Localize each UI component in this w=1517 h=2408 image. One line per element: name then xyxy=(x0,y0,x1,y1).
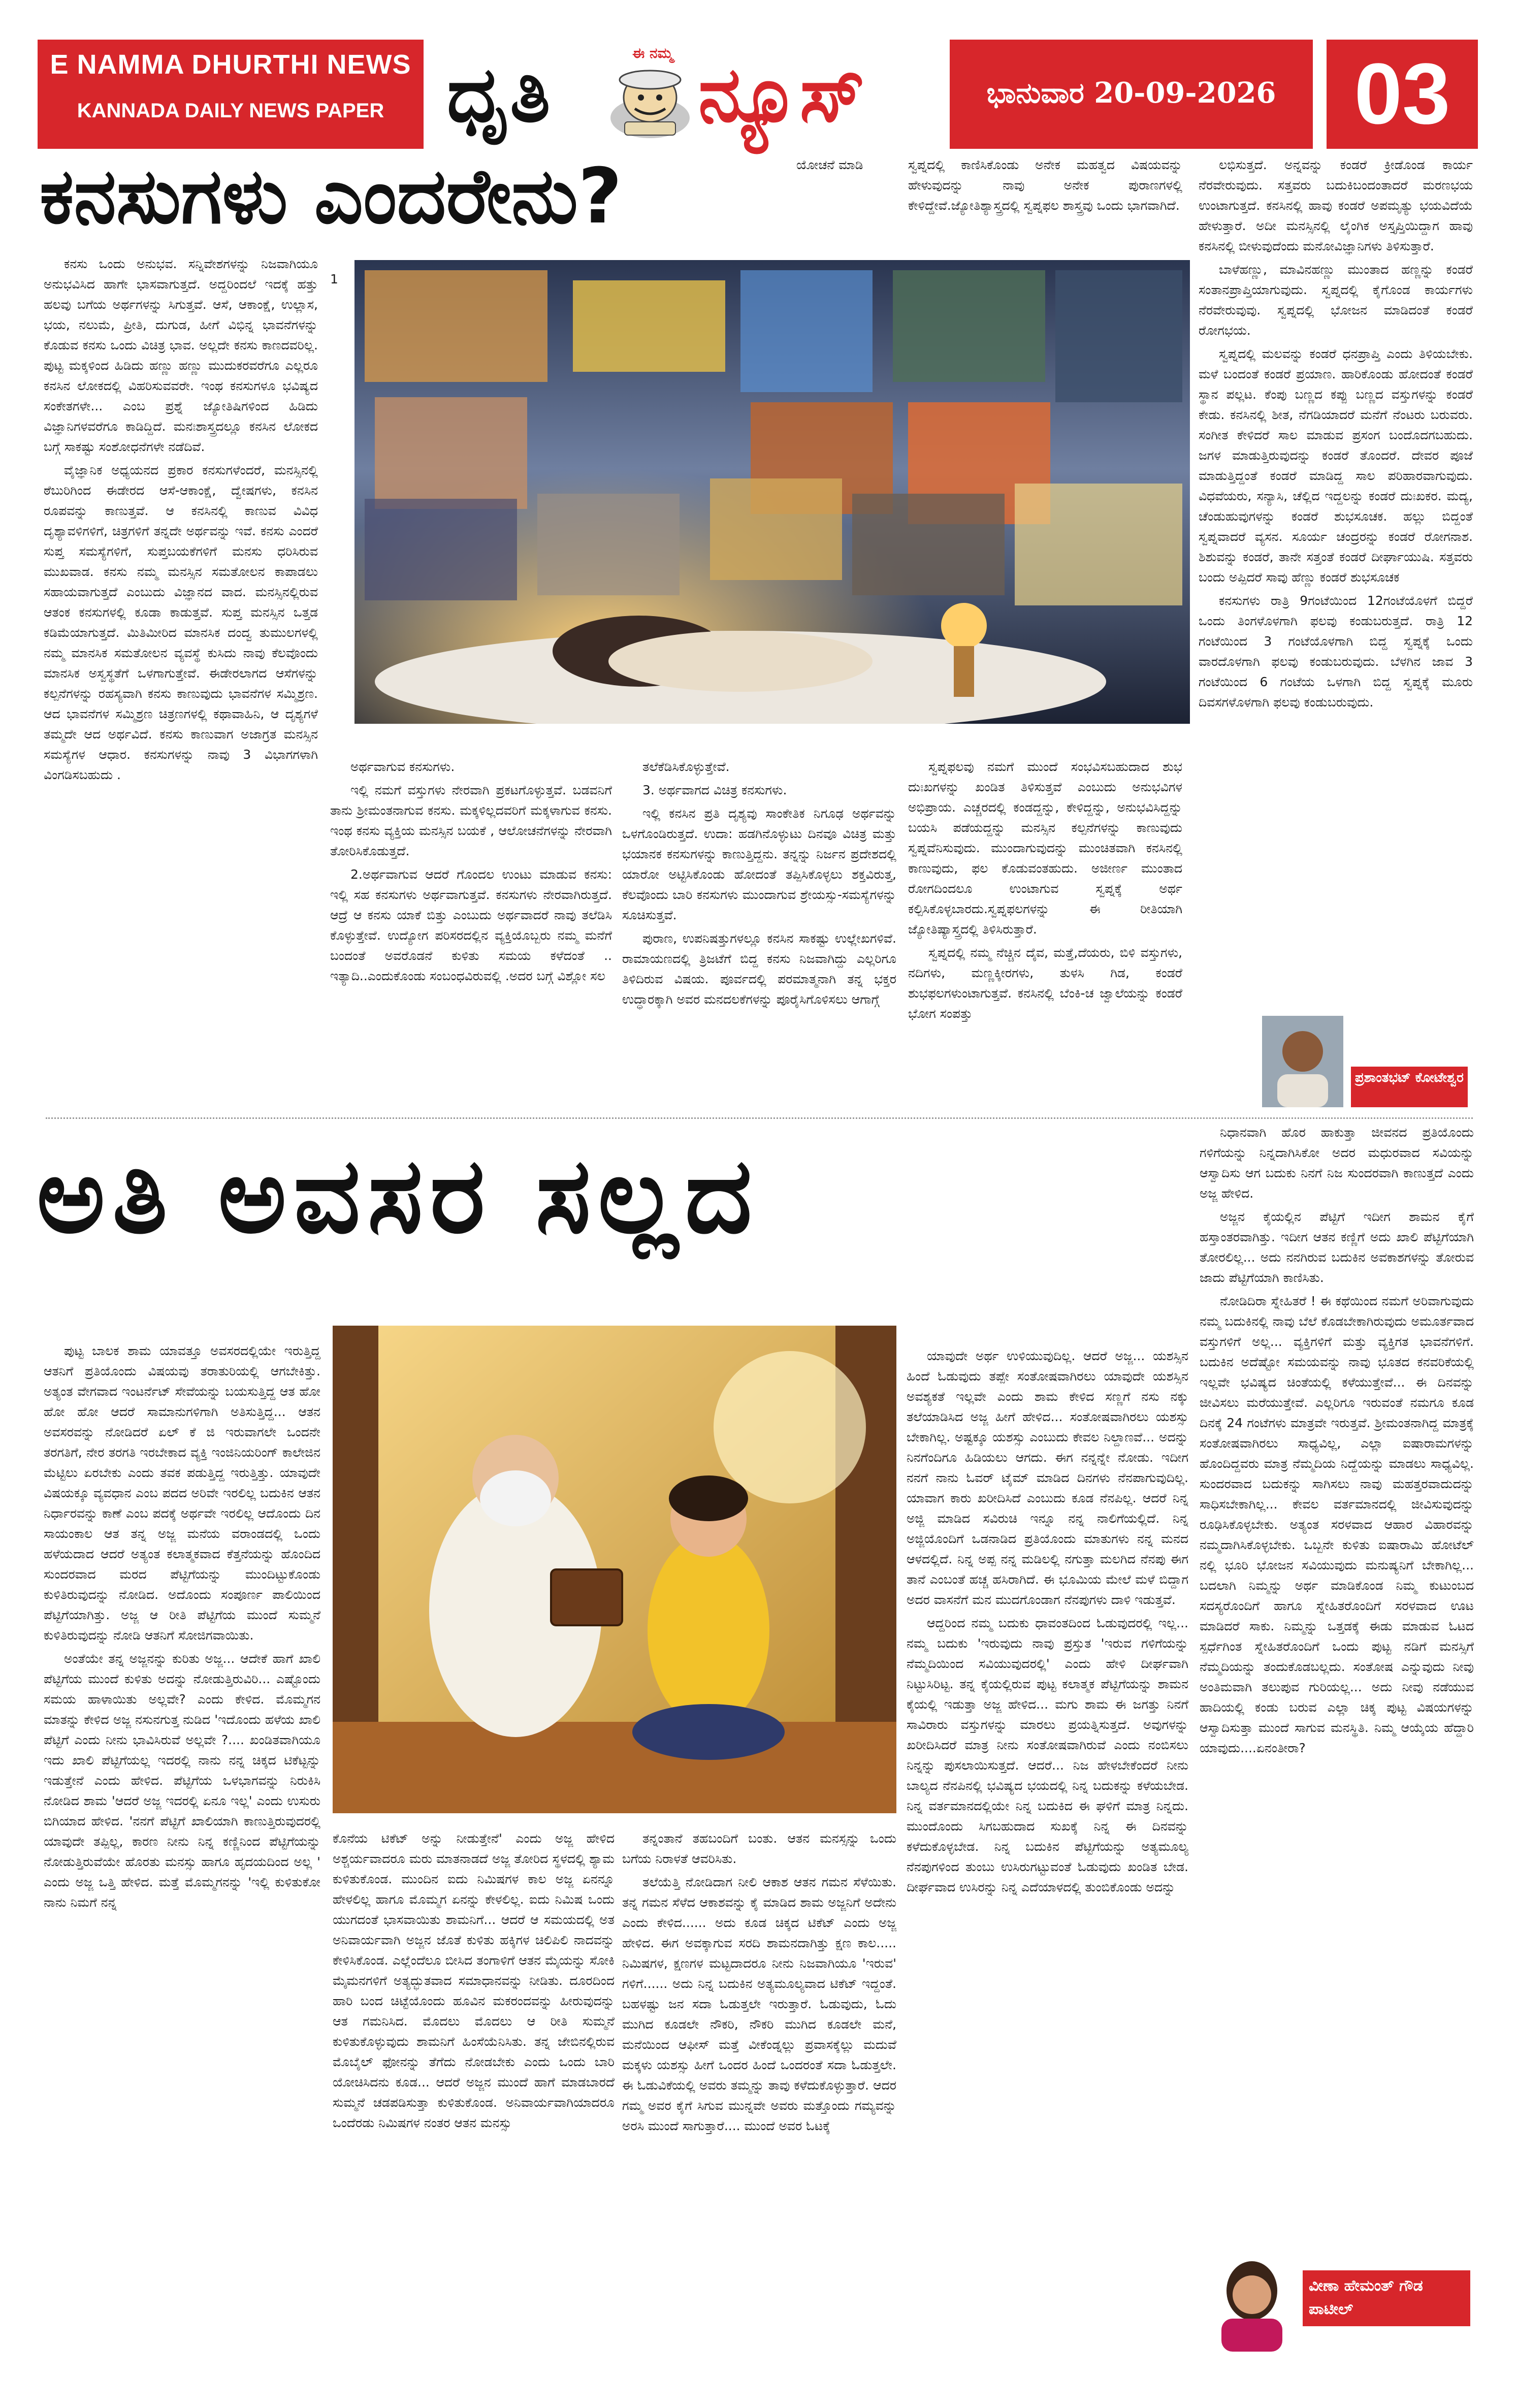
masthead-brand-box xyxy=(38,40,424,149)
page-number: 03 xyxy=(1354,46,1450,142)
article2-column-3 xyxy=(622,1828,896,2377)
paragraph: ಇಲ್ಲಿ ನಮಗೆ ವಸ್ತುಗಳು ನೇರವಾಗಿ ಪ್ರಕಟಗೊಳ್ಳುತ್ತವೆ. ಬಡವನಿಗೆ ತಾನು ಶ್ರೀಮಂತನಾಗುವ ಕನಸು. ಮಕ್ಕಳಿಲ್ಲದವರಿಗೆ ಮಕ್ಕಳಾಗುವ ಕನಸು. ಇಂಥ ಕನಸು ವ್ಯಕ್ತಿಯ ಮನಸ್ಸಿನ ಬಯಕೆ , ಆಲೋಚನೆಗಳನ್ನು ನೇರವಾಗಿ ತೋರಿಸಿಕೊಡುತ್ತದೆ. xyxy=(330,783,612,858)
masthead-brand-name: E NAMMA DHURTHI NEWS xyxy=(50,49,411,80)
article1-image-caption: 1 xyxy=(330,272,338,286)
article1-title: ಕನಸುಗಳು ಎಂದರೇನು? xyxy=(40,152,623,241)
article1-top-fragment: ಯೋಚನೆ ಮಾಡಿ xyxy=(796,157,863,172)
article1-column-4-top: ಸ್ವಪ್ನದಲ್ಲಿ ಕಾಣಿಸಿಕೊಂಡು ಅನೇಕ ಮಹತ್ವದ ವಿಷಯವನ್ನು ಹೇಳುವುದನ್ನು ನಾವು ಅನೇಕ ಪುರಾಣಗಳಲ್ಲಿ ಕೇಳಿದ್ದೇವೆ.ಜ್ಯೋತಿಶ್ಯಾಸ್ತ್ರದಲ್ಲಿ ಸ್ವಪ್ನಫಲ ಶಾಸ್ತ್ರವು ಒಂದು ಭಾಗವಾಗಿದೆ. xyxy=(908,157,1182,213)
article2-column-1 xyxy=(44,1341,320,2377)
paragraph: ಅಜ್ಜನ ಕೈಯಲ್ಲಿನ ಪೆಟ್ಟಿಗೆ ಇದೀಗ ಶಾಮನ ಕೈಗೆ ಹಸ್ತಾಂತರವಾಗಿತ್ತು. ಇದೀಗ ಆತನ ಕಣ್ಣಿಗೆ ಅದು ಖಾಲಿ ಪೆಟ್ಟಿಗೆಯಾಗಿ ತೋರಲಿಲ್ಲ... ಅದು ನನಗಿರುವ ಬದುಕಿನ ಅವಕಾಶಗಳನ್ನು ತೋರುವ ಜಾದು ಪೆಟ್ಟಿಗೆಯಾಗಿ ಕಾಣಿಸಿತು. xyxy=(1200,1209,1474,1285)
article1-column-2 xyxy=(330,757,612,1102)
paragraph: ಪುರಾಣ, ಉಪನಿಷತ್ತುಗಳಲ್ಲೂ ಕನಸಿನ ಸಾಕಷ್ಟು ಉಲ್ಲೇಖಗಳಿವೆ. ರಾಮಾಯಣದಲ್ಲಿ ತ್ರಿಜಟೆಗೆ ಬಿದ್ದ ಕನಸು ನಿಜವಾಗಿದ್ದು ಎಲ್ಲರಿಗೂ ತಿಳಿದಿರುವ ವಿಷಯ. ಪೂರ್ವದಲ್ಲಿ ಪರಮಾತ್ಮನಾಗಿ ತನ್ನ ಭಕ್ತರ ಉದ್ಧಾರಕ್ಕಾಗಿ ಅವರ ಮನದಲಕೆಗಳನ್ನು ಪೂರೈಸಿಗೊಳಿಸಲು ಆಗಾಗ್ಗೆ xyxy=(622,931,896,1007)
paragraph: ವೈಜ್ಞಾನಿಕ ಅಧ್ಯಯನದ ಪ್ರಕಾರ ಕನಸುಗಳೆಂದರೆ, ಮನಸ್ಸಿನಲ್ಲಿ ಠೆಬುರಿಗಿಂದ ಈಡೇರದ ಆಸೆ-ಆಕಾಂಕ್ಷೆ, ದ್ವೇಷಗಳು, ಕನಸಿನ ರೂಪವನ್ನು ಕಾಣುತ್ತವೆ. ಆ ಕನಸಿನಲ್ಲಿ ಕಾಣುವ ವಿವಿಧ ದೃಶ್ಯಾವಳಿಗಳಿಗೆ, ಚಿತ್ರಗಳಿಗೆ ತನ್ನದೇ ಅರ್ಥವನ್ನು ಇವೆ. ಕನಸು ಎಂದರೆ ಸುಪ್ತ ಸಮಸ್ಯೆಗಳಿಗೆ, ಸುಪ್ತಬಯಕೆಗಳಿಗೆ ಮನಸು ಧರಿಸಿರುವ ಮುಖವಾಡ. ಕನಸು ನಮ್ಮ ಮನಸ್ಸಿನ ಸಮತೋಲನ ಕಾಪಾಡಲು ಸಹಾಯವಾಗುತ್ತದೆ ಎಂಬುದು ವಿಜ್ಞಾನದ ವಾದ. ಮನಸ್ಸಿನಲ್ಲಿರುವ ಆತಂಕ ಕನಸುಗಳಲ್ಲಿ ಕೂಡಾ ಕಾಡುತ್ತವೆ. ಸುಪ್ತ ಮನಸ್ಸಿನ ಒತ್ತಡ ಕಡಿಮೆಯಾಗುತ್ತದೆ. ಮಿತಿಮೀರಿದ ಮಾನಸಿಕ ದಂದ್ವ ತುಮುಲಗಳಲ್ಲಿ ನಮ್ಮ ಮಾನಸಿಕ ಸಮತೋಲನ ವ್ಯವಸ್ಥೆ ಕುಸಿದು ನಾವು ಕೆಲವೊಂದು ಮಾನಸಿಕ ಅಸ್ವಸ್ಥತೆಗೆ ಒಳಗಾಗುತ್ತೇವೆ. ಈಡೇರಲಾಗದ ಆಸೆಗಳನ್ನು ಕಲ್ಪನೆಗಳನ್ನು ರಹಸ್ಯವಾಗಿ ಕನಸು ಕಾಣುವುದು ಭಾವನೆಗಳ ಸಮ್ಮಿಶ್ರಣ. ಆದ ಭಾವನೆಗಳ ಸಮ್ಮಿಶ್ರಣ ಚಿತ್ರಣಗಳಲ್ಲಿ ಕಥಾವಾಹಿನಿ, ಆ ದೃಶ್ಯಗಳೆ ತಮ್ಮದೇ ಆದ ಅರ್ಥವಿದೆ. ಕನಸು ಕಾಣುವಾಗ ಅಜಾಗ್ರತ ಮನಸ್ಸಿನ ಸಮಸ್ಯೆಗಳ ಆಧಾರ. ಕನಸುಗಳನ್ನು ನಾವು 3 ವಿಭಾಗಗಳಾಗಿ ವಿಂಗಡಿಸಬಹುದು . xyxy=(44,463,318,782)
masthead-date-box xyxy=(950,40,1313,149)
paragraph: ತಲೆಕೆಡಿಸಿಕೊಳ್ಳುತ್ತೇವೆ. xyxy=(642,759,730,774)
article1-column-1 xyxy=(44,254,318,1102)
paragraph: ಸ್ವಪ್ನದಲ್ಲಿ ಮಲವನ್ನು ಕಂಡರೆ ಧನಪ್ರಾಪ್ತಿ ಎಂದು ತಿಳಿಯಬೇಕು. ಮಳೆ ಬಂದಂತೆ ಕಂಡರೆ ಪ್ರಯಾಣ. ಹಾರಿಕೊಂಡು ಹೋದಂತೆ ಕಂಡರೆ ಸ್ಥಾನ ಪಲ್ಲಟ. ಕೆಂಪು ಬಣ್ಣದ ಕಪ್ಪು ಬಣ್ಣದ ವಸ್ತುಗಳನ್ನು ಕಂಡರೆ ಕೇಡು. ಕನಸಿನಲ್ಲಿ ಶೀತ, ನೆಗಡಿಯಾದರೆ ಮನೆಗೆ ನೆಂಟರು ಬರುವರು. ಸಂಗೀತ ಕೇಳಿದರೆ ಸಾಲ ಮಾಡುವ ಪ್ರಸಂಗ ಬಂದೊದಗಬಹುದು. ಜಗಳ ಮಾಡುತ್ತಿರುವುದನ್ನು ಕಂಡರೆ ತೊಂದರೆ. ದೇವರ ಪೂಜೆ ಮಾಡುತ್ತಿದ್ದಂತೆ ಕಂಡರೆ ಮಾಡಿದ್ದ ಸಾಲ ಪರಿಹಾರವಾಗುವುದು. ವಿಧವೆಯರು, ಸನ್ಯಾಸಿ, ಚೆಲ್ಲಿದ ಇದ್ದಲನ್ನು ಕಂಡರೆ ದುಃಖಕರ. ಮದ್ಯ, ಚೆಂಡುಹುವುಗಳನ್ನು ಕಂಡರೆ ಶುಭಸೂಚಕ. ಹಲ್ಲು ಬಿದ್ದಂತೆ ಸ್ವಪ್ನವಾದರೆ ವ್ಯಸನ. ಸೂರ್ಯ ಚಂದ್ರರನ್ನು ಕಂಡರೆ ರೋಗನಾಶ. ಶಿಶುವನ್ನು ಕಂಡರೆ, ತಾನೇ ಸತ್ತಂತೆ ಕಂಡರೆ ದೀರ್ಘಾಯುಷಿ. ಸತ್ತವರು ಬಂದು ಅಪ್ಪಿದರೆ ಸಾವು ಹೆಣ್ಣು ಕಂಡರೆ ಶುಭಸೂಚಕ xyxy=(1199,346,1473,585)
grandfather-child-scene-icon xyxy=(333,1326,896,1813)
article1-column-5 xyxy=(1199,155,1473,1018)
masthead-day-date: ಭಾನುವಾರ 20-09-2026 xyxy=(986,76,1276,110)
author-avatar-icon xyxy=(1262,1016,1343,1107)
article2-author-photo xyxy=(1209,2255,1295,2352)
paragraph: ಲಭಿಸುತ್ತದೆ. ಅನ್ನವನ್ನು ಕಂಡರೆ ಕ್ರೀಡೊಂಡ ಕಾರ್ಯ ನೆರವೇರುವುದು. ಸತ್ತವರು ಬದುಕಿಬಂದಂತಾದರೆ ಮರಣಭಯ ಉಂಟಾಗುತ್ತದೆ. ಕನಸಿನಲ್ಲಿ ಹಾವು ಕಂಡರೆ ಅಪಮೃತ್ಯು ಭಯವಿದೆಯೆ ಹೇಳುತ್ತಾರೆ. ಅದೀ ಮನಸ್ಸಿನಲ್ಲಿ ಲೈಂಗಿಕ ಅಸ್ತೃಪ್ತಿಯಿದ್ದಾಗ ಹಾವು ಕನಸಿನಲ್ಲಿ ಬೀಳುವುದೆಂದು ಮನೋವಿಜ್ಞಾನಿಗಳು ತಿಳಿಸುತ್ತಾರೆ. xyxy=(1199,157,1473,253)
article2-column-5 xyxy=(1200,1122,1474,2265)
article1-author-name: ಪ್ರಶಾಂತಭಟ್ ಕೋಟೇಶ್ವರ xyxy=(1351,1067,1468,1107)
paragraph: ಅರ್ಥವಾಗುವ ಕನಸುಗಳು. xyxy=(350,759,455,774)
paragraph: ಬಾಳೆಹಣ್ಣು, ಮಾವಿನಹಣ್ಣು ಮುಂತಾದ ಹಣ್ಣನ್ನು ಕಂಡರೆ ಸಂತಾನಪ್ರಾಪ್ತಿಯಾಗುವುದು. ಸ್ವಪ್ನದಲ್ಲಿ ಕೈಗೊಂಡ ಕಾರ್ಯಗಳು ನೆರವೇರುವುವು. ಸ್ವಪ್ನದಲ್ಲಿ ಭೋಜನ ಮಾಡಿದಂತೆ ಕಂಡರೆ ರೋಗಭಯ. xyxy=(1199,262,1473,338)
masthead-page-number-box xyxy=(1327,40,1478,149)
paragraph: ಕನಸುಗಳು ರಾತ್ರಿ 9ಗಂಟೆಯಿಂದ 12ಗಂಟೆಯೊಳಗೆ ಬಿದ್ದರೆ ಒಂದು ತಿಂಗಳೊಳಗಾಗಿ ಫಲವು ಕಂಡುಬರುತ್ತದೆ. ರಾತ್ರಿ 12 ಗಂಟೆಯಿಂದ 3 ಗಂಟೆಯೊಳಗಾಗಿ ಬಿದ್ದ ಸ್ವಪ್ನಕ್ಕೆ ಒಂದು ವಾರದೊಳಗಾಗಿ ಫಲವು ಕಂಡುಬರುವುದು. ಬೆಳಗಿನ ಜಾವ 3 ಗಂಟೆಯಿಂದ 6 ಗಂಟೆಯ ಒಳಗಾಗಿ ಬಿದ್ದ ಸ್ವಪ್ನಕ್ಕೆ ಮೂರು ದಿವಸಗಳೊಳಗಾಗಿ ಫಲವು ಕಂಡುಬರುವುದು. xyxy=(1199,593,1473,710)
article2-author-name: ವೀಣಾ ಹೇಮಂತ್ ಗೌಡ ಪಾಟೀಲ್ xyxy=(1303,2270,1470,2326)
paragraph: ಪುಟ್ಟ ಬಾಲಕ ಶಾಮ ಯಾವತ್ತೂ ಅವಸರದಲ್ಲಿಯೇ ಇರುತ್ತಿದ್ದ ಆತನಿಗೆ ಪ್ರತಿಯೊಂದು ವಿಷಯವು ತರಾತುರಿಯಲ್ಲಿ ಆಗಬೇಕಿತ್ತು. ಅತ್ಯಂತ ವೇಗವಾದ ಇಂಟರ್ನೆಟ್ ಸೇವೆಯನ್ನು ಬಯಸುತ್ತಿದ್ದ ಆತ ಹೋ ಹೋ ಹೋ ಆದರೆ ಸಾಮಾನುಗಳಿಗಾಗಿ ಅತಿಸುತ್ತಿದ್ದ... ಆತನ ಅವಸರವನ್ನು ನೋಡಿದರೆ ಏಲ್ ಕೆ ಜಿ ಇರುವಾಗಲೇ ಒಂದನೇ ತರಗತಿಗೆ, ನೇರ ತರಗತಿ ಇರಬೇಕಾದ ವ್ಯಕ್ತಿ ಇಂಜಿನಿಯರಿಂಗ್ ಕಾಲೇಜಿನ ಮೆಟ್ಟಿಲು ಏರಬೇಕು ಎಂದು ತವಕ ಪಡುತ್ತಿದ್ದ ಇರುತ್ತಿತ್ತು. ಯಾವುದೇ ವಿಷಯಕ್ಕೂ ವ್ಯವಧಾನ ಎಂಬ ಪದದ ಅರಿವೇ ಇರಲಿಲ್ಲ ಬದುಕಿನ ಆತನ ನಿರ್ಧಾರವನ್ನು ಕಾಣೆ ಎಂಬ ಪದಕ್ಕೆ ಅರ್ಥವೇ ಇರಲಿಲ್ಲ ಆದೊಂದು ದಿನ ಸಾಯಂಕಾಲ ಆತ ತನ್ನ ಅಜ್ಜ ಮನೆಯ ವರಾಂಡದಲ್ಲಿ ಒಂದು ಹಳೆಯದಾದ ಆದರೆ ಅತ್ಯಂತ ಕಲಾತ್ಮಕವಾದ ಕೆತ್ತನೆಯನ್ನು ಹೊಂದಿದ ಸುಂದರವಾದ ಮರದ ಪೆಟ್ಟಿಗೆಯನ್ನು ಮುಂದಿಟ್ಟುಕೊಂಡು ಕುಳಿತಿರುವುದನ್ನು ನೋಡಿದ. ಅದೊಂದು ಸಂಪೂರ್ಣ ಪಾಲಿಯಿಂದ ಪೆಟ್ಟಿಗೆಯಾಗಿತ್ತು. ಅಜ್ಜ ಆ ರೀತಿ ಪೆಟ್ಟಿಗೆಯ ಮುಂದೆ ಸುಮ್ಮನೆ ಕುಳಿತಿರುವುದನ್ನು ನೋಡಿ ಆತನಿಗೆ ಸೋಜಿಗವಾಯಿತು. xyxy=(44,1343,320,1643)
logo-mascot-icon xyxy=(604,62,696,143)
paragraph: ಸ್ವಪ್ನದಲ್ಲಿ ನಮ್ಮ ನೆಚ್ಚಿನ ದೈವ, ಮತ್ತೆ,ದೆಯರು, ಬಿಳಿ ವಸ್ತುಗಳು, ನದಿಗಳು, ಮಣ್ಣಕ್ಕೀರಗಳು, ತುಳಸಿ ಗಿಡ, ಕಂಡರೆ ಶುಭಫಲಗಳುಂಟಾಗುತ್ತವೆ. ಕನಸಿನಲ್ಲಿ ಬೆಂಕಿ-ಚ ಜ್ವಾಲೆಯನ್ನು ಕಂಡರೆ ಭೋಗ ಸಂಪತ್ತು xyxy=(908,945,1182,1021)
article2-column-2: ಕೊನೆಯ ಟಿಕೆಟ್ ಅನ್ನು ನೀಡುತ್ತೇನೆ' ಎಂದು ಅಜ್ಜ ಹೇಳಿದ ಅಶ್ಚರ್ಯವಾದರೂ ಮರು ಮಾತನಾಡದೆ ಅಜ್ಜ ತೋರಿದ ಸ್ಥಳದಲ್ಲಿ ಶ್ಯಾಮ ಕುಳಿತುಕೊಂಡ. ಮುಂದಿನ ಐದು ನಿಮಿಷಗಳ ಕಾಲ ಅಜ್ಜ ಏನನ್ನೂ ಹೇಳಲಿಲ್ಲ ಹಾಗೂ ಮೊಮ್ಮಗ ಏನನ್ನು ಕೇಳಲಿಲ್ಲ. ಐದು ನಿಮಿಷ ಒಂದು ಯುಗದಂತೆ ಭಾಸವಾಯಿತು ಶಾಮನಿಗೆ... ಆದರೆ ಆ ಸಮಯದಲ್ಲಿ ಅತ ಅನಿವಾರ್ಯವಾಗಿ ಅಜ್ಜನ ಜೊತೆ ಕುಳಿತು ಹಕ್ಕಿಗಳ ಚಿಲಿಪಿಲಿ ನಾದವನ್ನು ಕೇಳಿಸಿಕೊಂಡ. ಎಲ್ಲೆಂದೆಲೂ ಬೀಸಿದ ತಂಗಾಳಿಗೆ ಆತನ ಮೈಯನ್ನು ಸೋಕಿ ಮೈಮನಗಳಿಗೆ ಅತ್ಯದ್ಭುತವಾದ ಸಮಾಧಾನವನ್ನು ನೀಡಿತು. ದೂರದಿಂದ ಹಾರಿ ಬಂದ ಚಿಟ್ಟೆಯೊಂದು ಹೂವಿನ ಮಕರಂದವನ್ನು ಹೀರುವುದನ್ನು ಆತ ಗಮನಿಸಿದ. ಮೊದಲು ಮೊದಲು ಆ ರೀತಿ ಸುಮ್ಮನೆ ಕುಳಿತುಕೊಳ್ಳುವುದು ಶಾಮನಿಗೆ ಹಿಂಸೆಯೆನಿಸಿತು. ತನ್ನ ಜೇಬಿನಲ್ಲಿರುವ ಮೊಬೈಲ್ ಫೋನನ್ನು ತೆಗೆದು ನೋಡಬೇಕು ಎಂದು ಒಂದು ಬಾರಿ ಯೋಚಿಸಿದನು ಕೂಡ... ಆದರೆ ಅಜ್ಜನ ಮುಂದೆ ಹಾಗೆ ಮಾಡಬಾರದೆ ಸುಮ್ಮನೆ ಚಡಪಡಿಸುತ್ತಾ ಕುಳಿತುಕೊಂಡ. ಅನಿವಾರ್ಯವಾಗಿಯಾದರೂ ಒಂದೆರಡು ನಿಮಿಷಗಳ ನಂತರ ಆತನ ಮನಸ್ಸು xyxy=(333,1831,615,2130)
paragraph: ತನ್ನಂತಾನೆ ತಹಬಂದಿಗೆ ಬಂತು. ಆತನ ಮನಸ್ಸನ್ನು ಒಂದು ಬಗೆಯ ನಿರಾಳತೆ ಆವರಿಸಿತು. xyxy=(622,1831,896,1866)
paragraph: ಕನಸು ಒಂದು ಅನುಭವ. ಸನ್ನಿವೇಶಗಳನ್ನು ನಿಜವಾಗಿಯೂ ಅನುಭವಿಸಿದ ಹಾಗೇ ಭಾಸವಾಗುತ್ತದೆ. ಅದ್ದರಿಂದಲೆ ಇದಕ್ಕೆ ಹತ್ತು ಹಲವು ಬಗೆಯ ಅರ್ಥಗಳನ್ನು ಸಿಗುತ್ತವೆ. ಆಸೆ, ಆಕಾಂಕ್ಷೆ, ಉಲ್ಲಾಸ, ಭಯ, ನಲುಮೆ, ಪ್ರೀತಿ, ದುಗುಡ, ಹೀಗೆ ವಿಭಿನ್ನ ಭಾವನೆಗಳನ್ನು ಕೊಡುವ ಕನಸು ಒಂದು ವಿಚಿತ್ರ ಭಾವ. ಅಲ್ಲದೇ ಕನಸು ಕಾಣದವರಿಲ್ಲ. ಪುಟ್ಟ ಮಕ್ಕಳಿಂದ ಹಿಡಿದು ಹಣ್ಣು ಹಣ್ಣು ಮುದುಕರವರೆಗೂ ಎಲ್ಲರೂ ಕನಸಿನ ಲೋಕದಲ್ಲಿ ವಿಹರಿಸುವವರೇ. ಇಂಥ ಕನಸುಗಳೂ ಭವಿಷ್ಯದ ಸಂಕೇತಗಳೇ... ಎಂಬ ಪ್ರಶ್ನೆ ಜ್ಯೋತಿಷಿಗಳಿಂದ ಹಿಡಿದು ವಿಜ್ಞಾನಿಗಳವರೆಗೂ ಕಾಡಿದ್ದಿದೆ. ಮನಃಶಾಸ್ತ್ರದಲ್ಲೂ ಕನಸಿನ ಲೋಕದ ಬಗ್ಗೆ ಸಾಕಷ್ಟು ಸಂಶೋಧನೆಗಳೇ ನಡೆದಿವೆ. xyxy=(44,256,318,454)
paragraph: 3. ಅರ್ಥವಾಗದ ವಿಚಿತ್ರ ಕನಸುಗಳು. xyxy=(642,783,787,797)
logo-text-right: ನ್ಯೂಸ್ xyxy=(698,51,865,139)
section-divider xyxy=(46,1117,1473,1119)
logo-text-left: ಧೃತಿ xyxy=(447,51,551,139)
paragraph: ಸ್ವಪ್ನಫಲವು ನಮಗೆ ಮುಂದೆ ಸಂಭವಿಸಬಹುದಾದ ಶುಭ ದುಃಖಗಳನ್ನು ಖಂಡಿತ ತಿಳಿಸುತ್ತವೆ ಎಂಬುದು ಅನುಭವಿಗಳ ಅಭಿಪ್ರಾಯ. ಎಚ್ಚರದಲ್ಲಿ ಕಂಡದ್ದನ್ನು, ಕೇಳಿದ್ದನ್ನು, ಅನುಭವಿಸಿದ್ದನ್ನು ಬಯಸಿ ಪಡೆಯದ್ದನ್ನು ಮನಸ್ಸಿನ ಕಲ್ಪನೆಗಳನ್ನು ಕಾಣುವುದು ಸ್ವಪ್ನವೆನಿಸುವುದು. ಮುಂದಾಗುವುದನ್ನು ಮುಂಚಿತವಾಗಿ ಕನಸಿನಲ್ಲಿ ಕಾಣುವುದು, ಫಲ ಕೊಡುವಂತಹುದು. ಅಜೀರ್ಣ ಮುಂತಾದ ರೋಗದಿಂದಲೂ ಉಂಟಾಗುವ ಸ್ವಪ್ನಕ್ಕೆ ಅರ್ಥ ಕಲ್ಪಿಸಿಕೊಳ್ಳಬಾರದು.ಸ್ವಪ್ನಫಲಗಳನ್ನು ಈ ರೀತಿಯಾಗಿ ಜ್ಯೋತಿಷ್ಯಾಸ್ತ್ರದಲ್ಲಿ ತಿಳಿಸಿರುತ್ತಾರೆ. xyxy=(908,759,1182,937)
article1-column-3 xyxy=(622,757,896,1102)
article1-dream-illustration xyxy=(354,260,1190,724)
paragraph: 2.ಅರ್ಥವಾಗುವ ಆದರೆ ಗೊಂದಲ ಉಂಟು ಮಾಡುವ ಕನಸು: ಇಲ್ಲಿ ಸಹ ಕನಸುಗಳು ಅರ್ಥವಾಗುತ್ತವೆ. ಕನಸುಗಳು ನೇರವಾಗಿರುತ್ತದೆ. ಆದ್ರೆ ಆ ಕನಸು ಯಾಕೆ ಬಿತ್ತು ಎಂಬುದು ಅರ್ಥವಾದರೆ ನಾವು ತಲೆಡಿಸಿ ಕೊಳ್ಳುತ್ತೇವೆ. ಉದ್ಯೋಗ ಪರಿಸರದಲ್ಲಿನ ವ್ಯಕ್ತಿಯೊಬ್ಬರು ನಮ್ಮ ಮನೆಗೆ ಬಂದಂತೆ ಅವರೊಡನೆ ಕುಳಿತು ಸಮಯ ಕಳೆದಂತೆ .. ಇತ್ಯಾದಿ..ಎಂದುಕೊಂಡು ಸಂಬಂಧವಿರುವಲ್ಲಿ .ಅದರ ಬಗ್ಗೆ ವಿಶ್ಲೋ ಸಲ xyxy=(330,867,612,983)
article1-column-4 xyxy=(908,757,1182,1102)
logo-small-text: ಈ ನಮ್ಮ xyxy=(632,45,673,61)
paragraph: ಆದ್ದರಿಂದ ನಮ್ಮ ಬದುಕು ಧಾವಂತದಿಂದ ಓಡುವುದರಲ್ಲಿ ಇಲ್ಲ... ನಮ್ಮ ಬದುಕು 'ಇರುವುದು ನಾವು ಪ್ರಸ್ತುತ 'ಇರುವ ಗಳಿಗೆಯನ್ನು ನೆಮ್ಮದಿಯಿಂದ ಸವಿಯುವುದರಲ್ಲಿ' ಎಂದು ಹೇಳಿ ದೀರ್ಘವಾಗಿ ನಿಟ್ಟುಸಿರಿಟ್ಟ. ತನ್ನ ಕೈಯಲ್ಲಿರುವ ಪುಟ್ಟ ಕಲಾತ್ಮಕ ಪೆಟ್ಟಿಗೆಯನ್ನು ಶಾಮನ ಕೈಯಲ್ಲಿ ಇಡುತ್ತಾ ಅಜ್ಜ ಹೇಳಿದ... ಮಗು ಶಾಮ ಈ ಜಗತ್ತು ನಿನಗೆ ಸಾವಿರಾರು ವಸ್ತುಗಳನ್ನು ಮಾರಲು ಪ್ರಯತ್ನಿಸುತ್ತದೆ. ಅವುಗಳನ್ನು ಖರೀದಿಸಿದರೆ ಮಾತ್ರ ನೀನು ಸಂತೋಷವಾಗಿರುವೆ ಎಂದು ನಂಬಿಸಲು ನಿನ್ನನ್ನು ಪುಸಲಾಯಿಸುತ್ತದೆ. ಆದರೆ... ನಿಜ ಹೇಳಬೇಕೆಂದರೆ ನೀನು ಬಾಲ್ಯದ ನೆನಪಿನಲ್ಲಿ ಭವಿಷ್ಯದ ಭಯದಲ್ಲಿ ನಿನ್ನ ಬದುಕನ್ನು ಕಳೆಯಬೇಡ. ನಿನ್ನ ವರ್ತಮಾನದಲ್ಲಿಯೇ ನಿನ್ನ ಬದುಕಿದ ಈ ಘಳಿಗೆ ಮಾತ್ರ ನಿನ್ನದು. ಮುಂದೊಂದು ಸಿಗಬಹುದಾದ ಸುಖಕ್ಕೆ ನಿನ್ನ ಈ ದಿನವನ್ನು ಕಳೆದುಕೊಳ್ಳಬೇಡ. ನಿನ್ನ ಬದುಕಿನ ಪೆಟ್ಟಿಗೆಯನ್ನು ಅತ್ಯಮೂಲ್ಯ ನೆನಪುಗಳಿಂದ ತುಂಬು ಉಸಿರುಗಟ್ಟುವಂತೆ ಓಡುವುದು ಖಂಡಿತ ಬೇಡ. ದೀರ್ಘವಾದ ಉಸಿರನ್ನು ನಿನ್ನ ಎದೆಯಾಳದಲ್ಲಿ ತುಂಬಿಕೊಂಡು ಅದನ್ನು xyxy=(907,1616,1188,1895)
masthead-tagline: KANNADA DAILY NEWS PAPER xyxy=(77,100,384,122)
paragraph: ಅಂತೆಯೇ ತನ್ನ ಅಜ್ಜನನ್ನು ಕುರಿತು ಅಜ್ಜ... ಆದೇಕೆ ಹಾಗೆ ಖಾಲಿ ಪೆಟ್ಟಿಗೆಯ ಮುಂದೆ ಕುಳಿತು ಅದನ್ನು ನೋಡುತ್ತಿರುವಿರಿ... ಎಷ್ಟೊಂದು ಸಮಯ ಹಾಳಾಯಿತು ಅಲ್ಲವೇ? ಎಂದು ಕೇಳಿದ. ಮೊಮ್ಮಗನ ಮಾತನ್ನು ಕೇಳಿದ ಅಜ್ಜ ನಸುನಗುತ್ತ ನುಡಿದ 'ಇದೊಂದು ಹಳೆಯ ಖಾಲಿ ಪೆಟ್ಟಿಗೆ ಎಂದು ನೀನು ಭಾವಿಸಿರುವೆ ಅಲ್ಲವೇ ?.... ಖಂಡಿತವಾಗಿಯೂ ಇದು ಖಾಲಿ ಪೆಟ್ಟಿಗೆಯಲ್ಲ ಇದರಲ್ಲಿ ನಾನು ನನ್ನ ಚಿಕ್ಕದ ಟಿಕೆಟ್ಟನ್ನು ಇಡುತ್ತೇನೆ ಎಂದು ಹೇಳಿದ. ಪೆಟ್ಟಿಗೆಯ ಒಳಭಾಗವನ್ನು ನಿರುಕಿಸಿ ನೋಡಿದ ಶಾಮ 'ಆದರೆ ಅಜ್ಜ ಇದರಲ್ಲಿ ಏನೂ ಇಲ್ಲ' ಎಂದು ಉಸುರು ಬಿಗಿಯಾದ ಹೇಳಿದ. 'ನನಗೆ ಪೆಟ್ಟಿಗೆ ಖಾಲಿಯಾಗಿ ಕಾಣುತ್ತಿರುವುದರಲ್ಲಿ ಯಾವುದೇ ತಪ್ಪಿಲ್ಲ, ಕಾರಣ ನೀನು ನಿನ್ನ ಕಣ್ಣಿನಿಂದ ಪೆಟ್ಟಿಗೆಯನ್ನು ನೋಡುತ್ತಿರುವೆಯೇ ಹೊರತು ಮನಸ್ಸು ಹಾಗೂ ಹೃದಯದಿಂದ ಅಲ್ಲ ' ಎಂದು ಅಜ್ಜ ಒತ್ತಿ ಹೇಳಿದ. ಮತ್ತೆ ಮೊಮ್ಮಗನನ್ನು 'ಇಲ್ಲಿ ಕುಳಿತುಕೋ ನಾನು ನಿಮಗೆ ನನ್ನ xyxy=(44,1651,320,1910)
article1-author-photo xyxy=(1262,1016,1343,1107)
author2-avatar-icon xyxy=(1209,2255,1295,2352)
paragraph: ನಿಧಾನವಾಗಿ ಹೊರ ಹಾಕುತ್ತಾ ಜೀವನದ ಪ್ರತಿಯೊಂದು ಗಳಿಗೆಯನ್ನು ನಿನ್ನದಾಗಿಸಿಕೋ ಅದರ ಮಧುರವಾದ ಸವಿಯನ್ನು ಆಸ್ವಾದಿಸು ಆಗ ಬದುಕು ನಿನಗೆ ನಿಜ ಸುಂದರವಾಗಿ ಕಾಣುತ್ತದೆ ಎಂದು ಅಜ್ಜ ಹೇಳಿದ. xyxy=(1200,1125,1474,1201)
article2-title: ಅತಿ ಅವಸರ ಸಲ್ಲದ xyxy=(37,1136,760,1257)
paragraph: ನೋಡಿದಿರಾ ಸ್ನೇಹಿತರೆ ! ಈ ಕಥೆಯಿಂದ ನಮಗೆ ಅರಿವಾಗುವುದು ನಮ್ಮ ಬದುಕಿನಲ್ಲಿ ನಾವು ಬೆಲೆ ಕೊಡಬೇಕಾಗಿರುವುದು ಅಮೂರ್ತವಾದ ವಸ್ತುಗಳಿಗೆ ಅಲ್ಲ... ವ್ಯಕ್ತಿಗಳಿಗೆ ಮತ್ತು ವ್ಯಕ್ತಿಗತ ಭಾವನೆಗಳಿಗೆ. ಬದುಕಿನ ಅದೆಷ್ಟೋ ಸಮಯವನ್ನು ನಾವು ಭೂತದ ಕನವರಿಕೆಯಲ್ಲಿ ಇಲ್ಲವೇ ಭವಿಷ್ಯದ ಚಿಂತೆಯಲ್ಲಿ ಕಳೆಯುತ್ತೇವೆ... ಈ ದಿನವನ್ನು ಜೀವಿಸಲು ಮರೆಯುತ್ತೇವೆ. ಎಲ್ಲರಿಗೂ ಇರುವಂತೆ ನಮಗೂ ಕೂಡ ದಿನಕ್ಕೆ 24 ಗಂಟೆಗಳು ಮಾತ್ರವೇ ಇರುತ್ತವೆ. ಶ್ರೀಮಂತನಾಗಿದ್ದ ಮಾತ್ರಕ್ಕೆ ಸಂತೋಷವಾಗಿರಲು ಸಾಧ್ಯವಿಲ್ಲ, ಎಲ್ಲಾ ಐಷಾರಾಮಗಳನ್ನು ಹೊಂದಿದ್ದವರು ಮಾತ್ರ ನೆಮ್ಮದಿಯ ನಿದ್ದೆಯನ್ನು ಮಾಡಲು ಸಾಧ್ಯವಿಲ್ಲ. ಸುಂದರವಾದ ಬದುಕನ್ನು ಸಾಗಿಸಲು ನಾವು ಮಹತ್ತರವಾದುದನ್ನು ಸಾಧಿಸಬೇಕಾಗಿಲ್ಲ... ಕೇವಲ ವರ್ತಮಾನದಲ್ಲಿ ಜೀವಿಸುವುದನ್ನು ರೂಢಿಸಿಕೊಳ್ಳಬೇಕು. ಅತ್ಯಂತ ಸರಳವಾದ ಆಹಾರ ವಿಹಾರವನ್ನು ನಮ್ಮದಾಗಿಸಿಕೊಳ್ಳಬೇಕು. ಒಬ್ಬನೇ ಕುಳಿತು ಐಷಾರಾಮಿ ಹೋಟೆಲ್ ನಲ್ಲಿ ಭೂರಿ ಭೋಜನ ಸವಿಯುವುದು ಮನುಷ್ಯನಿಗೆ ಬೇಕಾಗಿಲ್ಲ... ಬದಲಾಗಿ ನಿಮ್ಮನ್ನು ಅರ್ಥ ಮಾಡಿಕೊಂಡ ನಿಮ್ಮ ಕುಟುಂಬದ ಸದಸ್ಯರೊಂದಿಗೆ ಹಾಗೂ ಸ್ನೇಹಿತರೊಂದಿಗೆ ಸರಳವಾದ ಊಟ ಮಾಡಿದರೆ ಸಾಕು. ನಿಮ್ಮನ್ನು ಒತ್ತಡಕ್ಕೆ ಈಡು ಮಾಡುವ ಓಟದ ಸ್ಪರ್ಧೆಗಿಂತ ಸ್ನೇಹಿತರೊಂದಿಗೆ ಒಂದು ಪುಟ್ಟ ನಡಿಗೆ ಮನಸ್ಸಿಗೆ ನೆಮ್ಮದಿಯನ್ನು ತಂದುಕೊಡಬಲ್ಲದು. ಸಂತೋಷ ಎನ್ನುವುದು ನೀವು ಅಂತಿಮವಾಗಿ ತಲುಪುವ ಗುರಿಯಲ್ಲ... ಅದು ನೀವು ನಡೆಯುವ ಹಾದಿಯಲ್ಲಿ ಕಂಡು ಬರುವ ಎಲ್ಲಾ ಚಿಕ್ಕ ಪುಟ್ಟ ವಿಷಯಗಳನ್ನು ಆಸ್ವಾದಿಸುತ್ತಾ ಮುಂದೆ ಸಾಗುವ ಮನಸ್ಥಿತಿ. ನಿಮ್ಮ ಆಯ್ಕೆಯ ಹೆದ್ದಾರಿ ಯಾವುದು....ಏನಂತೀರಾ? xyxy=(1200,1294,1474,1755)
paragraph: ಯಾವುದೇ ಅರ್ಥ ಉಳಿಯುವುದಿಲ್ಲ. ಆದರೆ ಅಜ್ಜ... ಯಶಸ್ಸಿನ ಹಿಂದೆ ಓಡುವುದು ತಪ್ಪೇ ಸಂತೋಷವಾಗಿರಲು ಯಾವುದೇ ಯಶಸ್ಸಿನ ಅವಶ್ಯಕತೆ ಇಲ್ಲವೇ ಎಂದು ಶಾಮ ಕೇಳಿದ ಸಣ್ಣಗೆ ನಸು ನಕ್ಕು ತಲೆಯಾಡಿಸಿದ ಅಜ್ಜ ಹೀಗೆ ಹೇಳಿದ... ಸಂತೋಷವಾಗಿರಲು ಯಶಸ್ಸು ಬೇಕಾಗಿಲ್ಲ. ಅಷ್ಟಕ್ಕೂ ಯಶಸ್ಸು ಎಂಬುದು ಕೇವಲ ನಿಲ್ದಾಣವೆ... ಅದನ್ನು ನಿನಗೆಂದಿಗೂ ಹಿಡಿಯಲು ಆಗದು. ಈಗ ನನ್ನನ್ನೇ ನೋಡು. ಇದೀಗ ನನಗೆ ನಾನು ಓವರ್ ಟೈಮ್ ಮಾಡಿದ ದಿನಗಳು ನೆನಪಾಗುವುದಿಲ್ಲ. ಯಾವಾಗ ಕಾರು ಖರೀದಿಸಿದೆ ಎಂಬುದು ಕೂಡ ನೆನಪಿಲ್ಲ. ಆದರೆ ನಿನ್ನ ಅಜ್ಜಿ ಮಾಡಿದ ಸವಿರುಚಿ ಇನ್ನೂ ನನ್ನ ನಾಲಿಗೆಯಲ್ಲಿದೆ. ನಿನ್ನ ಅಜ್ಜಿಯೊಂದಿಗೆ ಒಡನಾಡಿದ ಪ್ರತಿಯೊಂದು ಮಾತುಗಳು ನನ್ನ ಮನದ ಆಳದಲ್ಲಿದೆ. ನಿನ್ನ ಅಪ್ಪ ನನ್ನ ಮಡಿಲಲ್ಲಿ ನಗುತ್ತಾ ಮಲಗಿದ ನೆನಪು ಈಗ ತಾನೆ ಎಂಬಂತೆ ಹಚ್ಚ ಹಸಿರಾಗಿದೆ. ಈ ಭೂಮಿಯ ಮೇಲೆ ಮಳೆ ಬಿದ್ದಾಗ ಅದರ ವಾಸನೆಗೆ ಮನ ಮುದಗೊಂಡಾಗ ನೆನಪುಗಳು ದಾಳಿ ಇಡುತ್ತವೆ. xyxy=(907,1349,1188,1607)
paragraph: ಇಲ್ಲಿ ಕನಸಿನ ಪ್ರತಿ ದೃಶ್ಯವು ಸಾಂಕೇತಿಕ ನಿಗೂಢ ಅರ್ಥವನ್ನು ಒಳಗೊಂಡಿರುತ್ತದೆ. ಉದಾ: ಹಡಗಿನೊಳ್ಳುಟು ದಿನವೂ ವಿಚಿತ್ರ ಮತ್ತು ಭಯಾನಕ ಕನಸುಗಳನ್ನು ಕಾಣುತ್ತಿದ್ದನು. ತನ್ನನ್ನು ನಿರ್ಜನ ಪ್ರದೇಶದಲ್ಲಿ ಯಾರೋ ಅಟ್ಟಿಸಿಕೊಂಡು ಹೋದಂತೆ ತಪ್ಪಿಸಿಕೊಳ್ಳಲು ಶಕ್ತವಿರುತ್ತ, ಕೆಲವೊಂದು ಬಾರಿ ಕನಸುಗಳು ಮುಂದಾಗುವ ಶ್ರೇಯಸ್ಸು-ಸಮಸ್ಯೆಗಳನ್ನು ಸೂಚಿಸುತ್ತವೆ. xyxy=(622,806,896,922)
masthead-logo xyxy=(447,42,934,148)
dream-collage-icon xyxy=(354,260,1190,724)
paragraph: ತಲೆಯೆತ್ತಿ ನೋಡಿದಾಗ ನೀಲಿ ಆಕಾಶ ಆತನ ಗಮನ ಸೆಳೆಯಿತು. ತನ್ನ ಗಮನ ಸೆಳೆದ ಆಕಾಶವನ್ನು ಕೈ ಮಾಡಿದ ಶಾಮ ಅಜ್ಜನಿಗೆ ಅದೇನು ಎಂದು ಕೇಳಿದ...... ಅದು ಕೂಡ ಚಿಕ್ಕದ ಟಿಕೆಟ್ ಎಂದು ಅಜ್ಜ ಹೇಳಿದ. ಈಗ ಅವಕ್ಕಾಗುವ ಸರದಿ ಶಾಮನದಾಗಿತ್ತು ಕ್ಷಣ ಕಾಲ..... ನಿಮಿಷಗಳ, ಕ್ಷಣಗಳ ಮಟ್ಟದಾದರೂ ನೀನು ನಿಜವಾಗಿಯೂ 'ಇರುವ' ಗಳಿಗೆ...... ಅದು ನಿನ್ನ ಬದುಕಿನ ಅತ್ಯಮೂಲ್ಯವಾದ ಟಿಕೆಟ್ ಇದ್ದಂತೆ. ಬಹಳಷ್ಟು ಜನ ಸದಾ ಓಡುತ್ತಲೇ ಇರುತ್ತಾರೆ. ಓಡುವುದು, ಓದು ಮುಗಿದ ಕೂಡಲೇ ನೌಕರಿ, ನೌಕರಿ ಮುಗಿದ ಕೂಡಲೇ ಮನೆ, ಮನೆಯಿಂದ ಆಫೀಸ್ ಮತ್ತೆ ವೀಕೆಂಡ್ನಲ್ಲು ಪ್ರವಾಸಕ್ಕೆಲ್ಲು ಮದುವೆ ಮಕ್ಕಳು ಯಶಸ್ಸು ಹೀಗೆ ಒಂದರ ಹಿಂದೆ ಒಂದರಂತೆ ಸದಾ ಓಡುತ್ತಲೇ. ಈ ಓಡುವಿಕೆಯಲ್ಲಿ ಅವರು ತಮ್ಮನ್ನು ತಾವು ಕಳೆದುಕೊಳ್ಳುತ್ತಾರೆ. ಆದರ ಗಮ್ಮ ಅವರ ಕೈಗೆ ಸಿಗುವ ಮುನ್ನವೇ ಅವರು ಮತ್ತೊಂದು ಗಮ್ಯವನ್ನು ಅರಸಿ ಮುಂದೆ ಸಾಗುತ್ತಾರೆ.... ಮುಂದೆ ಅವರ ಓಟಕ್ಕೆ xyxy=(622,1875,896,2133)
article2-column-4 xyxy=(907,1346,1188,2377)
article2-grandfather-illustration xyxy=(333,1326,896,1813)
